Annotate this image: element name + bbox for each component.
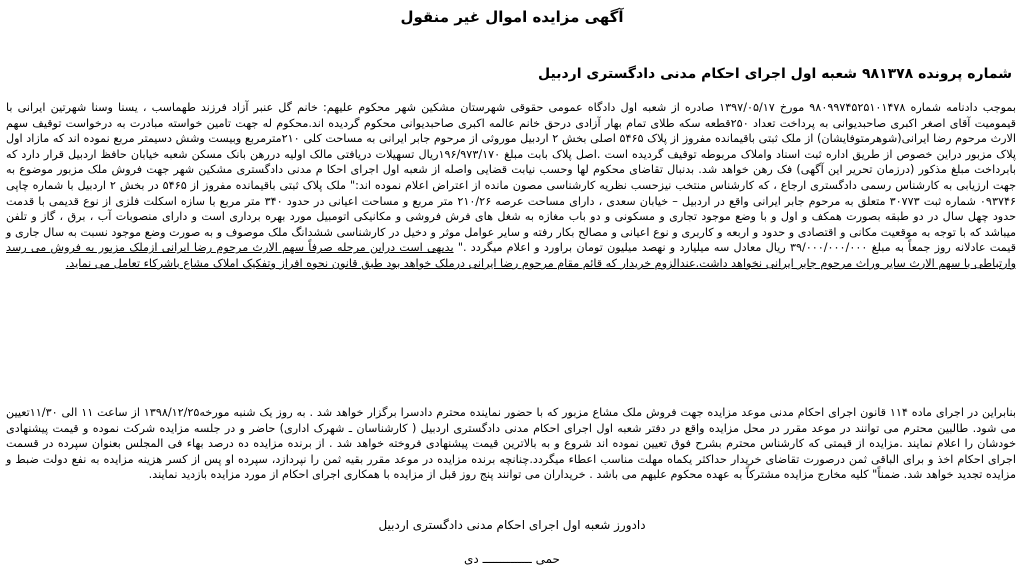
notice-paragraph-2: بنابراین در اجرای ماده ۱۱۴ قانون اجرای احکام مدنی موعد مزایده جهت فروش ملک مشاع مزبور که با حضور نماینده محترم دادسرا برگزار خواهد شد . به روز یک شنبه مورخه۱۳۹۸/۱۲/۲۵ از ساعت ۱۱ الی ۱۱/۳۰تعیین می شود. طالبین محترم می توانند در موعد مقرر در محل مزایده واقع در دفتر شعبه اول اجرای احکام مدنی دادگستری اردبیل ( کارشناسان ـ شهرک اداری) حاضر و در جلسه مزایده شرکت نموده و قیمت پیشنهادی خودشان را اعلام نمایند .مزایده از قیمتی که کارشناس محترم بشرح فوق تعیین نموده اند شروع و به بالاترین قیمت پیشنهادی فروخته خواهد شد . از برنده مزایده ده درصد بهاء فی المجلس بعنوان سپرده در قسمت اجرای احکام اخذ و برای الباقی ثمن درصورت تقاضای خریدار حداکثر یکماه مهلت مناسب اعطاء میگردد.چنانچه برنده مزایده در موعد مقرر بقیه ثمن را نپردازد، سپرده او پس از کسر هزینه مزایده به نفع دولت ضبط و مزایده تجدید خواهد شد. ضمناً" کلیه مخارج مزایده مشترکاً به عهده محکوم علیهم می باشد . خریداران می توانند پنج روز قبل از مزایده با همکاری اجرای احکام از مورد مزایده بازدید نمایند. — [6, 406, 1016, 482]
notice-title: آگهی مزایده اموال غیر منقول — [400, 8, 624, 26]
case-number-heading: شماره پرونده ۹۸۱۳۷۸ شعبه اول اجرای احکام مدنی دادگستری اردبیل — [538, 66, 1012, 82]
paragraph-1-underlined-text: بدیهی است دراین مرحله صرفاً سهم الارث مرحوم رضا ایرانی ازملک مزبور به فروش می رسد وارتباطی با سهم الارث سایر وراث مرحوم جابر ایرانی نخواهد داشت.عندالزوم خریدار که قائم مقام مرحوم رضا ایرانی درملک خواهد بود طبق قانون نحوه افراز وتفکیک املاک مشاع باشرکاء تعامل می نماید. — [6, 241, 1016, 270]
signature-name: حمی ــــــــــــــ دی — [464, 552, 560, 566]
notice-paragraph-1 — [6, 100, 1016, 272]
paragraph-1-main-text: بموجب دادنامه شماره ۹۸۰۹۹۷۴۵۲۵۱۰۱۴۷۸ مورخ ۱۳۹۷/۰۵/۱۷ صادره از شعبه اول دادگاه عمومی حقوقی شهرستان مشکین شهر محکوم علیهم: خانم گل عنبر آزاد فرزند طهماسب ، یسنا وسنا شهرتین ایرانی با قیمومیت آقای اصغر اکبری صاحبدیوانی به پرداخت تعداد ۲۵۰قطعه سکه طلای تمام بهار آزادی درحق خانم عالمه اکبری صاحبدیوانی محکوم گردیده اند.محکوم له جهت تامین خواسته مبادرت به درخواست توقیف سهم الارث مرحوم رضا ایرانی(شوهرمتوفایشان) از ملک ثبتی باقیمانده مفروز از پلاک ۵۴۶۵ اصلی بخش ۲ اردبیل موروثی از مرحوم جابر ایرانی به مساحت کلی ۲۱۰مترمربع وبیست وشش دسیمتر مربع نموده اند که مازاد اول پلاک مزبور دراین خصوص از طریق اداره ثبت اسناد واملاک مربوطه توقیف گردیده است .اصل پلاک بابت مبلغ ۱۹۶/۹۷۳/۱۷۰ریال تسهیلات دریافتی مالک اولیه دررهن بانک مسکن شعبه خیابان حافظ اردبیل قرار دارد که بابرداخت مبلغ مذکور (درزمان تحریر این آگهی) فک رهن خواهد شد. بدنبال تقاضای محکوم لها وحسب نیابت قضایی واصله از شعبه اول اجرای احکا م مدنی دادگستری مشکین شهر جهت فروش ملک مزبور موضوع به جهت ارزیابی به کارشناس رسمی دادگستری ارجاع ، که کارشناس منتخب نیزحسب نظریه کارشناسی مصون مانده از اعتراض اعلام نموده اند:" ملک پلاک ثبتی باقیمانده مفروز از ۵۴۶۵ در بخش ۲ اردبیل با شماره چاپی ۰۹۳۷۴۶ شماره ثبت ۳۰۷۷۳ متعلق به مرحوم جابر ایرانی واقع در اردبیل – خیابان سعدی ، دارای مساحت عرصه ۲۱۰/۲۶ متر مربع و مساحت اعیانی در حدود ۳۴۰ متر مربع با سازه اسکلت فلزی از نوع قدیمی با قدمت حدود چهل سال در دو طبقه بصورت همکف و اول و با وضع موجود تجاری و مسکونی و دو باب مغازه به شغل های فرش فروشی و مکانیکی اتومبیل مورد بهره برداری است و دارای منصوبات آب ، برق ، گاز و تلفن میباشد که با توجه به موقعیت مکانی و اقتصادی و حدود و اربعه و کاربری و نوع اعیانی و مصالح بکار رفته و سایر عوامل موثر و دخیل در کارشناسی ششدانگ ملک موصوف و به صورت وضع موجود نسبت به سال جاری و قیمت عادلانه روز جمعاً به مبلغ ۳۹/۰۰۰/۰۰۰/۰۰۰ ریال معادل سه میلیارد و نهصد میلیون تومان براورد و اعلام میگردد ." — [6, 101, 1016, 255]
signature-title: دادورز شعبه اول اجرای احکام مدنی دادگستری اردبیل — [378, 518, 646, 532]
